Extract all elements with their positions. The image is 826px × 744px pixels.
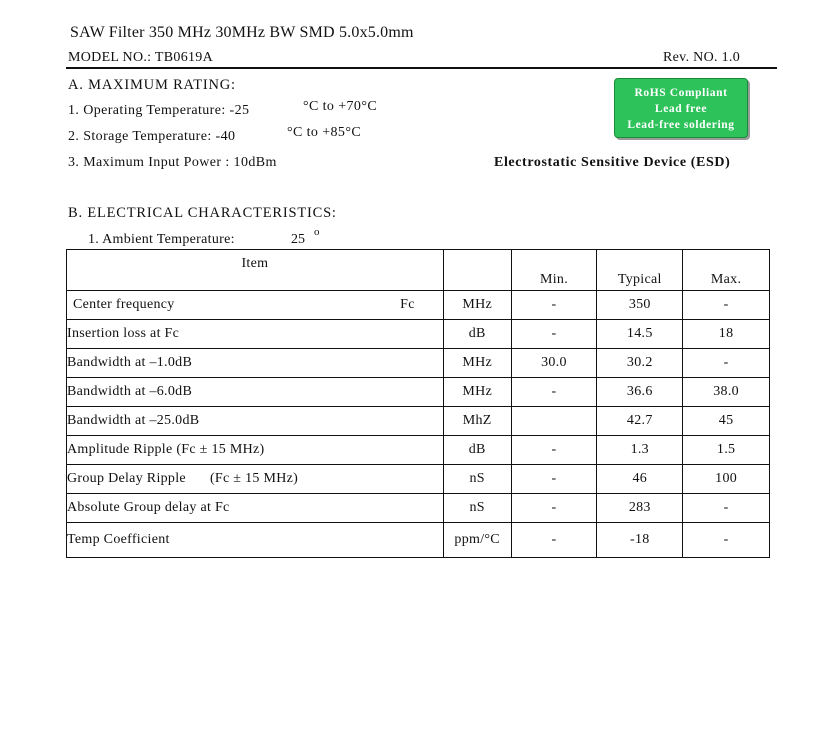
cell-typical: 1.3 — [597, 436, 683, 465]
cell-min — [511, 407, 597, 436]
header-typical: Typical — [597, 250, 683, 291]
cell-max: 1.5 — [683, 436, 770, 465]
header-divider — [66, 67, 777, 69]
section-a-heading: A. MAXIMUM RATING: — [68, 77, 236, 93]
table-row — [67, 407, 770, 436]
cell-unit: MHz — [443, 291, 511, 320]
cell-unit: nS — [443, 494, 511, 523]
cell-item-label: Amplitude Ripple (Fc ± 15 MHz) — [67, 442, 265, 457]
esd-notice: Electrostatic Sensitive Device (ESD) — [494, 155, 731, 170]
cell-item-label: Group Delay Ripple — [67, 471, 186, 486]
cell-typical: 36.6 — [597, 378, 683, 407]
cell-typical: 350 — [597, 291, 683, 320]
cell-min: - — [511, 523, 597, 558]
cell-max: - — [683, 291, 770, 320]
cell-item — [67, 349, 444, 378]
cell-min: - — [511, 291, 597, 320]
header-max: Max. — [683, 250, 770, 291]
cell-item-wrap — [67, 384, 443, 400]
cell-item-wrap — [67, 532, 443, 548]
cell-typical: 46 — [597, 465, 683, 494]
cell-item-wrap — [67, 500, 443, 516]
table-row — [67, 320, 770, 349]
storage-temperature-range: °C to +85°C — [287, 125, 362, 140]
cell-unit: ppm/°C — [443, 523, 511, 558]
cell-max: 45 — [683, 407, 770, 436]
cell-item — [67, 291, 444, 320]
cell-max: 100 — [683, 465, 770, 494]
section-b-heading: B. ELECTRICAL CHARACTERISTICS: — [68, 205, 337, 221]
ambient-temperature-degree: o — [314, 226, 320, 238]
operating-temperature-range: °C to +70°C — [303, 99, 378, 114]
cell-unit: MHz — [443, 378, 511, 407]
cell-min: - — [511, 494, 597, 523]
rohs-badge — [614, 78, 748, 138]
model-number: MODEL NO.: TB0619A — [68, 50, 214, 65]
cell-min: - — [511, 465, 597, 494]
cell-max: 38.0 — [683, 378, 770, 407]
cell-item-wrap — [67, 326, 443, 342]
cell-min: - — [511, 436, 597, 465]
table-header-row — [67, 250, 770, 291]
cell-item — [67, 494, 444, 523]
rohs-badge-line2: Lead free — [654, 103, 708, 115]
document-title: SAW Filter 350 MHz 30MHz BW SMD 5.0x5.0mm — [70, 24, 414, 41]
cell-max: - — [683, 523, 770, 558]
cell-unit: MhZ — [443, 407, 511, 436]
cell-item-label: Absolute Group delay at Fc — [67, 500, 230, 515]
cell-typical: 30.2 — [597, 349, 683, 378]
cell-max: - — [683, 494, 770, 523]
cell-item-label: Temp Coefficient — [67, 532, 170, 547]
ambient-temperature-label: 1. Ambient Temperature: — [88, 232, 235, 247]
table-row — [67, 494, 770, 523]
cell-item — [67, 320, 444, 349]
cell-item-wrap — [67, 297, 443, 313]
cell-min: 30.0 — [511, 349, 597, 378]
table-row — [67, 523, 770, 558]
cell-min: - — [511, 378, 597, 407]
ambient-temperature-value: 25 — [291, 232, 305, 247]
cell-item — [67, 465, 444, 494]
cell-unit: dB — [443, 320, 511, 349]
cell-unit: dB — [443, 436, 511, 465]
storage-temperature-label: 2. Storage Temperature: -40 — [68, 129, 236, 144]
maximum-input-power: 3. Maximum Input Power : 10dBm — [68, 155, 277, 170]
header-unit — [443, 250, 511, 291]
cell-typical: 283 — [597, 494, 683, 523]
cell-max: - — [683, 349, 770, 378]
operating-temperature-label: 1. Operating Temperature: -25 — [68, 103, 250, 118]
table-row — [67, 465, 770, 494]
revision-number: Rev. NO. 1.0 — [663, 50, 740, 65]
cell-item-label: Bandwidth at –25.0dB — [67, 413, 200, 428]
table-row — [67, 378, 770, 407]
cell-item-wrap — [67, 471, 443, 487]
electrical-characteristics-table — [66, 249, 770, 558]
cell-item — [67, 407, 444, 436]
cell-item-label: Insertion loss at Fc — [67, 326, 180, 341]
cell-max: 18 — [683, 320, 770, 349]
table-row — [67, 349, 770, 378]
cell-item — [67, 436, 444, 465]
cell-item-label: Bandwidth at –6.0dB — [67, 384, 193, 399]
cell-unit: MHz — [443, 349, 511, 378]
cell-item — [67, 378, 444, 407]
cell-typical: 14.5 — [597, 320, 683, 349]
cell-item-label: Bandwidth at –1.0dB — [67, 355, 193, 370]
header-min: Min. — [511, 250, 597, 291]
cell-typical: 42.7 — [597, 407, 683, 436]
cell-item-wrap — [67, 413, 443, 429]
table-row — [67, 436, 770, 465]
rohs-badge-line3: Lead-free soldering — [627, 119, 735, 131]
rohs-badge-line1: RoHS Compliant — [634, 87, 728, 99]
cell-min: - — [511, 320, 597, 349]
cell-item-wrap — [67, 442, 443, 458]
cell-item-wrap — [67, 355, 443, 371]
table-row — [67, 291, 770, 320]
cell-item-label: Center frequency — [73, 297, 175, 312]
cell-item-suffix: (Fc ± 15 MHz) — [209, 471, 299, 486]
cell-unit: nS — [443, 465, 511, 494]
header-item: Item — [67, 250, 444, 291]
cell-item — [67, 523, 444, 558]
cell-typical: -18 — [597, 523, 683, 558]
cell-item-symbol: Fc — [400, 297, 415, 312]
